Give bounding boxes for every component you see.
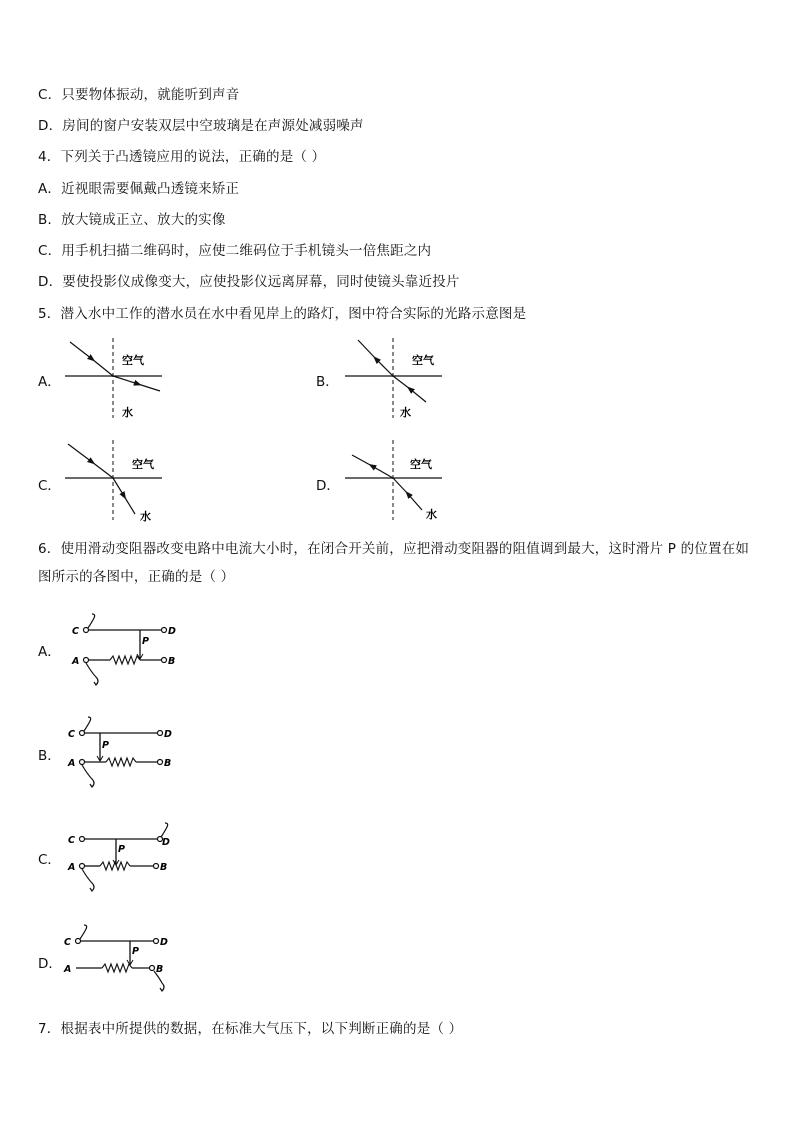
q6d-terminal-c: C: [64, 937, 71, 948]
q5-stem: 5．潜入水中工作的潜水员在水中看见岸上的路灯，图中符合实际的光路示意图是: [38, 306, 527, 322]
q5-label-a: A．: [38, 374, 61, 390]
q6-stem: 6．使用滑动变阻器改变电路中电流大小时，在闭合开关前，应把滑动变阻器的阻值调到最大，这时滑片 P 的位置在如图所示的各图中，正确的是（ ）: [38, 541, 750, 585]
q6-diagram-c: [66, 814, 190, 900]
q6a-slider-p: P: [142, 636, 149, 647]
q4-option-c: C．用手机扫描二维码时，应使二维码位于手机镜头一倍焦距之内: [38, 243, 432, 259]
q6a-terminal-b: B: [168, 656, 176, 667]
q7-stem: 7．根据表中所提供的数据，在标准大气压下，以下判断正确的是（ ）: [38, 1021, 463, 1037]
q6-diagram-b: [66, 710, 186, 796]
q5-diagram-d: [340, 438, 450, 524]
q6d-terminal-a: A: [64, 964, 72, 975]
q5-label-c: C．: [38, 478, 61, 494]
q6b-terminal-c: C: [68, 729, 75, 740]
q6b-terminal-b: B: [164, 758, 172, 769]
q6a-terminal-d: D: [168, 626, 176, 637]
q5-diagram-a: [60, 336, 170, 422]
q6-label-c: C．: [38, 852, 61, 868]
q5-diagram-b: [340, 336, 450, 422]
q6c-slider-p: P: [118, 844, 125, 855]
q6a-terminal-a: A: [72, 656, 80, 667]
q6c-terminal-d: D: [162, 837, 170, 848]
q5b-air-label: 空气: [412, 354, 434, 367]
q4-option-b: B．放大镜成正立、放大的实像: [38, 212, 226, 228]
q6c-terminal-b: B: [160, 862, 168, 873]
q3-option-c: C．只要物体振动，就能听到声音: [38, 87, 240, 103]
q6-label-b: B．: [38, 748, 61, 764]
q6c-terminal-a: A: [68, 862, 76, 873]
q6d-terminal-d: D: [160, 937, 168, 948]
q3-option-d: D．房间的窗户安装双层中空玻璃是在声源处减弱噪声: [38, 118, 364, 134]
q5-label-b: B．: [316, 374, 339, 390]
q6-label-a: A．: [38, 644, 61, 660]
q5d-water-label: 水: [426, 508, 437, 521]
q5b-water-label: 水: [400, 406, 411, 419]
q6a-terminal-c: C: [72, 626, 79, 637]
q6d-slider-p: P: [132, 946, 139, 957]
q6-diagram-a: [70, 612, 190, 690]
q6b-terminal-d: D: [164, 729, 172, 740]
q5c-air-label: 空气: [132, 458, 154, 471]
q6-diagram-d: [62, 918, 186, 1004]
q6b-terminal-a: A: [68, 758, 76, 769]
q4-option-a: A．近视眼需要佩戴凸透镜来矫正: [38, 181, 240, 197]
q5-diagram-c: [60, 438, 170, 524]
q5a-air-label: 空气: [122, 354, 144, 367]
q4-option-d: D．要使投影仪成像变大，应使投影仪远离屏幕，同时使镜头靠近投片: [38, 274, 460, 290]
q6d-terminal-b: B: [156, 964, 164, 975]
q6c-terminal-c: C: [68, 835, 75, 846]
q6-label-d: D．: [38, 956, 62, 972]
q5a-water-label: 水: [122, 406, 133, 419]
q4-stem: 4．下列关于凸透镜应用的说法，正确的是（ ）: [38, 149, 326, 165]
q5d-air-label: 空气: [410, 458, 432, 471]
q5c-water-label: 水: [140, 510, 151, 523]
q5-label-d: D．: [316, 478, 340, 494]
q6b-slider-p: P: [102, 740, 109, 751]
